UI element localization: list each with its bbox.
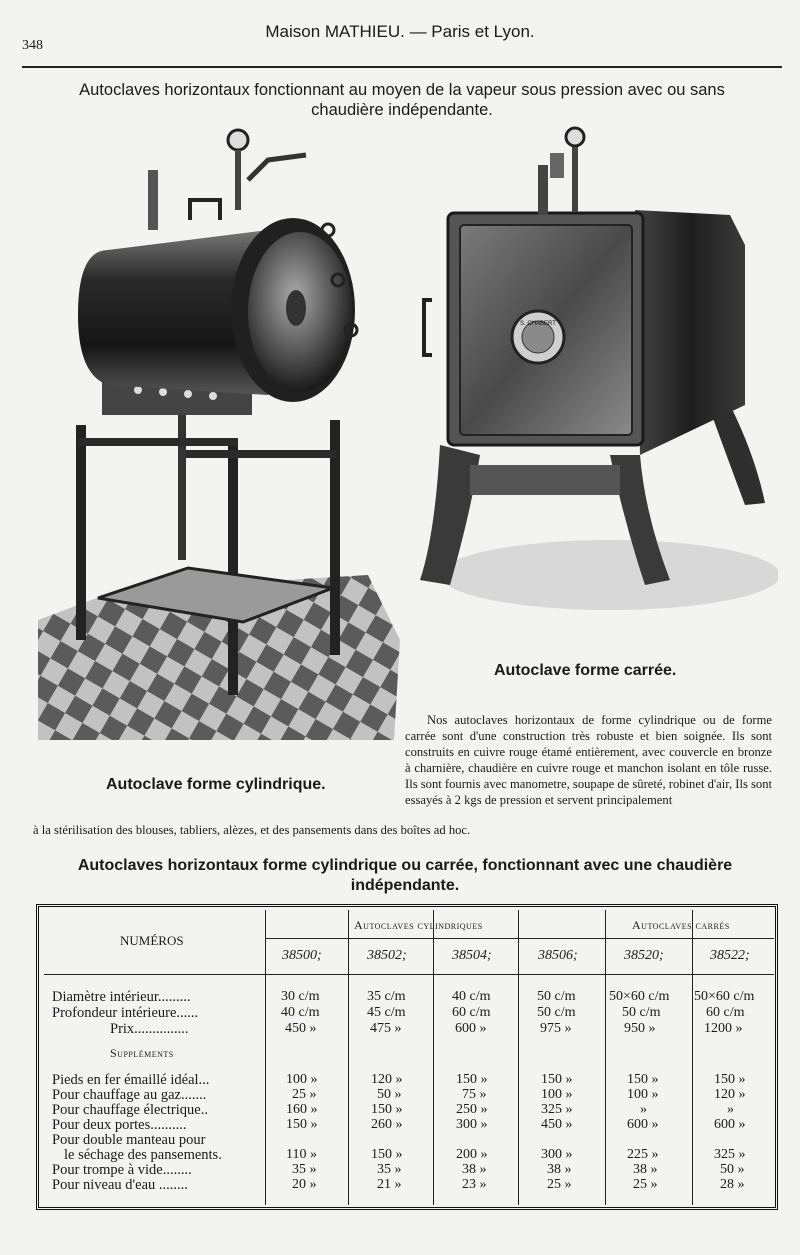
table-cell: 300 » <box>541 1147 573 1162</box>
column-divider <box>265 910 266 1205</box>
supplement-label: Pour niveau d'eau ........ <box>52 1177 188 1193</box>
column-divider <box>433 910 434 1205</box>
table-cell: 50 c/m <box>622 1005 661 1020</box>
header-rule <box>22 66 782 68</box>
table-cell: 150 » <box>541 1072 573 1087</box>
table-cell: 35 » <box>377 1162 402 1177</box>
supplement-label: Pour chauffage au gaz....... <box>52 1087 207 1103</box>
table-cell: 120 » <box>714 1087 746 1102</box>
table-cell: 600 » <box>455 1021 487 1036</box>
table-cell: 100 » <box>541 1087 573 1102</box>
cylindrical-autoclave-illustration <box>38 120 408 745</box>
table-cell: 325 » <box>541 1102 573 1117</box>
main-heading-line2: chaudière indépendante. <box>311 101 493 119</box>
page-number: 348 <box>22 38 43 53</box>
supplements-label: Suppléments <box>110 1046 174 1060</box>
supplement-label: Pour deux portes.......... <box>52 1117 187 1133</box>
table-cell: 110 » <box>286 1147 317 1162</box>
table-heading-line2: indépendante. <box>350 877 460 894</box>
column-number: 38500; <box>282 948 322 963</box>
table-cell: 25 » <box>633 1177 658 1192</box>
table-cell: 600 » <box>627 1117 659 1132</box>
column-divider <box>692 910 693 1205</box>
table-cell: 60 c/m <box>452 1005 491 1020</box>
column-number: 38522; <box>710 948 750 963</box>
table-cell: 950 » <box>624 1021 656 1036</box>
table-heading <box>30 856 780 896</box>
table-cell: 75 » <box>462 1087 487 1102</box>
table-cell: 60 c/m <box>706 1005 745 1020</box>
table-cell: 23 » <box>462 1177 487 1192</box>
group-cylindrical-header: Autoclaves cylindriques <box>354 918 483 932</box>
supplement-label: le séchage des pansements. <box>64 1147 222 1163</box>
door-stamp: S. CHABERT <box>520 321 556 327</box>
column-divider <box>605 910 606 1205</box>
numeros-header: NUMÉROS <box>120 933 184 948</box>
table-cell: 975 » <box>540 1021 572 1036</box>
table-cell: 150 » <box>286 1117 318 1132</box>
square-autoclave-illustration <box>410 125 778 615</box>
main-heading <box>22 80 782 120</box>
main-heading-line1: Autoclaves horizontaux fonctionnant au moyen de la vapeur sous pression avec ou sans <box>79 81 725 99</box>
table-cell: 50 c/m <box>537 1005 576 1020</box>
group-underline <box>266 938 605 939</box>
supplement-label: Pour double manteau pour <box>52 1132 206 1148</box>
table-cell: 150 » <box>456 1072 488 1087</box>
column-number: 38520; <box>624 948 664 963</box>
row-label: Prix............... <box>110 1021 189 1037</box>
table-cell: 1200 » <box>704 1021 743 1036</box>
supplement-label: Pieds en fer émaillé idéal... <box>52 1072 210 1088</box>
supplement-label: Pour trompe à vide........ <box>52 1162 192 1178</box>
column-number: 38502; <box>367 948 407 963</box>
table-cell: 50 c/m <box>537 989 576 1004</box>
column-number: 38504; <box>452 948 492 963</box>
table-cell: 25 » <box>547 1177 572 1192</box>
table-cell: 150 » <box>371 1102 403 1117</box>
table-cell: 450 » <box>285 1021 317 1036</box>
table-cell: 50 » <box>377 1087 402 1102</box>
table-cell: 40 c/m <box>452 989 491 1004</box>
table-cell: 260 » <box>371 1117 403 1132</box>
table-cell: 150 » <box>371 1147 403 1162</box>
column-divider <box>518 910 519 1205</box>
row-label: Diamètre intérieur......... <box>52 989 191 1005</box>
table-cell: 50×60 c/m <box>694 989 755 1004</box>
table-cell: 45 c/m <box>367 1005 406 1020</box>
table-cell: » <box>640 1102 647 1117</box>
supplement-label: Pour chauffage électrique.. <box>52 1102 208 1118</box>
square-caption: Autoclave forme carrée. <box>494 662 677 679</box>
table-cell: 450 » <box>541 1117 573 1132</box>
table-cell: 300 » <box>456 1117 488 1132</box>
table-cell: 38 » <box>462 1162 487 1177</box>
table-cell: 100 » <box>627 1087 659 1102</box>
table-cell: 40 c/m <box>281 1005 320 1020</box>
table-cell: 250 » <box>456 1102 488 1117</box>
table-cell: » <box>727 1102 734 1117</box>
table-cell: 38 » <box>547 1162 572 1177</box>
table-cell: 38 » <box>633 1162 658 1177</box>
table-cell: 100 » <box>286 1072 318 1087</box>
group-square-header: Autoclaves carrés <box>632 918 730 932</box>
table-cell: 120 » <box>371 1072 403 1087</box>
table-cell: 600 » <box>714 1117 746 1132</box>
table-cell: 30 c/m <box>281 989 320 1004</box>
table-cell: 475 » <box>370 1021 402 1036</box>
table-cell: 35 c/m <box>367 989 406 1004</box>
table-cell: 150 » <box>714 1072 746 1087</box>
table-cell: 21 » <box>377 1177 402 1192</box>
table-cell: 50×60 c/m <box>609 989 670 1004</box>
table-cell: 225 » <box>627 1147 659 1162</box>
table-cell: 200 » <box>456 1147 488 1162</box>
table-cell: 25 » <box>292 1087 317 1102</box>
table-cell: 50 » <box>720 1162 745 1177</box>
table-cell: 160 » <box>286 1102 318 1117</box>
running-title: Maison MATHIEU. — Paris et Lyon. <box>265 22 535 41</box>
row-label: Profondeur intérieure...... <box>52 1005 199 1021</box>
table-cell: 325 » <box>714 1147 746 1162</box>
column-number: 38506; <box>538 948 578 963</box>
table-heading-line1: Autoclaves horizontaux forme cylindrique ou carrée, fonctionnant avec une chaudière <box>77 857 733 874</box>
cylindrical-caption: Autoclave forme cylindrique. <box>106 776 326 793</box>
header-divider <box>44 974 774 975</box>
description-paragraph: Nos autoclaves horizontaux de forme cylindrique ou de forme carrée sont d'une construction très robuste et bien soignée. Ils sont construits en cuivre rouge étamé entièrement, avec couvercle en bronze à charnière, chaudière en cuivre rouge et manchon isolant en tôle russe. Ils sont fournis avec manometre, soupape de sûreté, robinet d'air, Ils sont essayés à 2 kgs de pression et servent principalement <box>405 713 772 807</box>
table-cell: 28 » <box>720 1177 745 1192</box>
table-cell: 20 » <box>292 1177 317 1192</box>
group-underline <box>606 938 774 939</box>
column-divider <box>348 910 349 1205</box>
table-cell: 150 » <box>627 1072 659 1087</box>
table-cell: 35 » <box>292 1162 317 1177</box>
description-tail: à la stérilisation des blouses, tabliers, alèzes, et des pansements dans des boîtes ad hoc. <box>33 823 471 837</box>
